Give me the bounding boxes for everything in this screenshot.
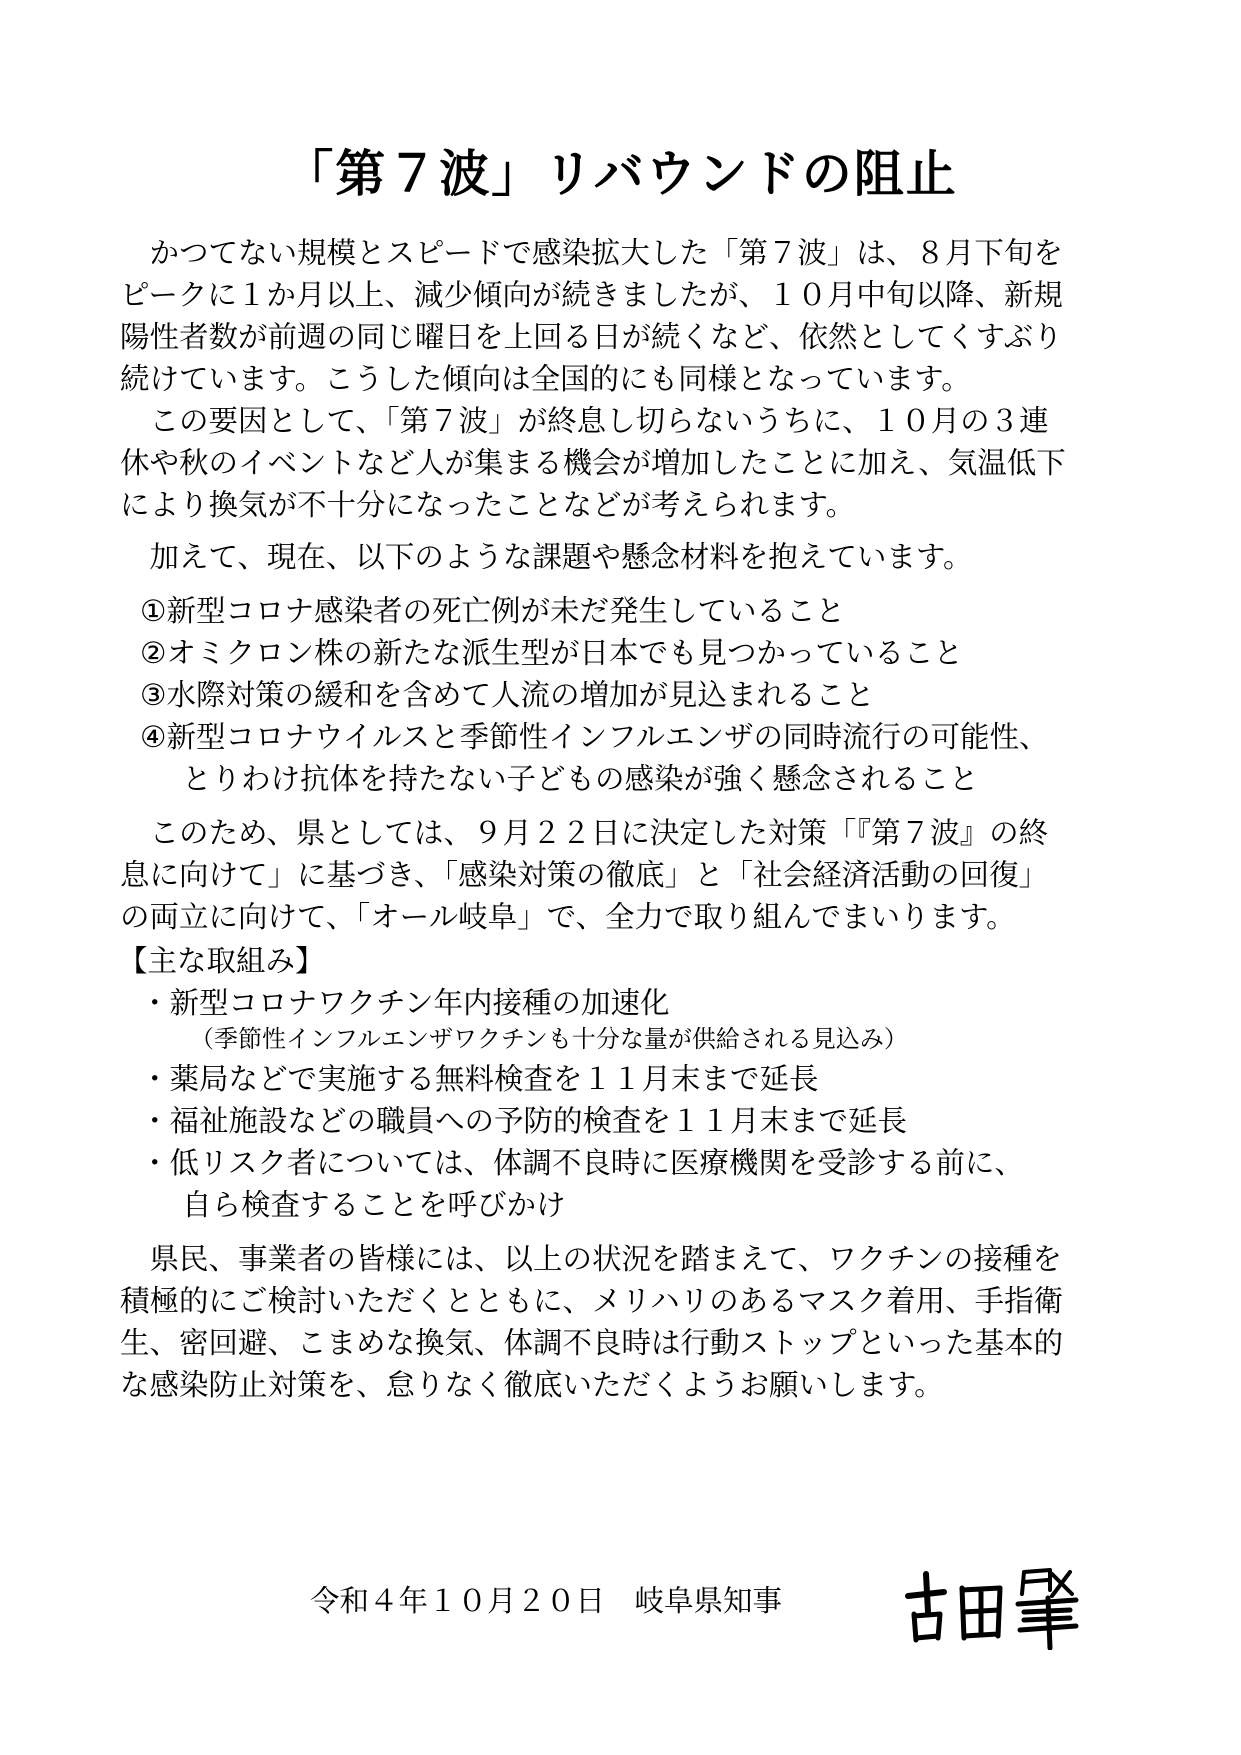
section-heading: 【主な取組み】 bbox=[118, 944, 325, 978]
paragraph-line: 生、密回避、こまめな換気、体調不良時は行動ストップといった基本的 bbox=[120, 1326, 1064, 1360]
action-item-2: ・薬局などで実施する無料検査を１１月末まで延長 bbox=[140, 1062, 819, 1096]
paragraph-line: 県民、事業者の皆様には、以上の状況を踏まえて、ワクチンの接種を bbox=[120, 1242, 1062, 1276]
action-item-3: ・福祉施設などの職員への予防的検査を１１月末まで延長 bbox=[140, 1104, 908, 1138]
paragraph-line: かつてない規模とスピードで感染拡大した「第７波」は、８月下旬を bbox=[120, 236, 1063, 270]
action-item-1: ・新型コロナワクチン年内接種の加速化 bbox=[140, 986, 670, 1020]
paragraph-line: 陽性者数が前週の同じ曜日を上回る日が続くなど、依然としてくすぶり bbox=[120, 320, 1063, 354]
concern-item-4-continued: とりわけ抗体を持たない子どもの感染が強く懸念されること bbox=[182, 762, 979, 796]
paragraph-line: の両立に向けて、「オール岐阜」で、全力で取り組んでまいります。 bbox=[120, 900, 1016, 934]
paragraph-causes bbox=[120, 400, 1130, 526]
page-title: 「第７波」リバウンドの阻止 bbox=[283, 145, 958, 203]
paragraph-line: 続けています。こうした傾向は全国的にも同様となっています。 bbox=[120, 362, 971, 396]
paragraph-policy bbox=[120, 812, 1130, 938]
concern-item-1: ①新型コロナ感染者の死亡例が未だ発生していること bbox=[140, 594, 845, 628]
handwritten-signature bbox=[900, 1560, 1080, 1650]
action-item-1-note: （季節性インフルエンザワクチンも十分な量が供給される見込み） bbox=[190, 1025, 908, 1053]
concern-item-2: ②オミクロン株の新たな派生型が日本でも見つかっていること bbox=[140, 636, 963, 670]
concern-item-4: ④新型コロナウイルスと季節性インフルエンザの同時流行の可能性、 bbox=[140, 720, 1049, 754]
paragraph-line: 加えて、現在、以下のような課題や懸念材料を抱えています。 bbox=[120, 540, 973, 574]
paragraph-line: 息に向けて」に基づき、「感染対策の徹底」と「社会経済活動の回復」 bbox=[120, 858, 1049, 892]
paragraph-situation bbox=[120, 232, 1130, 400]
paragraph-line: ピークに１か月以上、減少傾向が続きましたが、１０月中旬以降、新規 bbox=[120, 278, 1063, 312]
paragraph-line: この要因として、「第７波」が終息し切らないうちに、１０月の３連 bbox=[120, 404, 1049, 438]
paragraph-request bbox=[120, 1238, 1130, 1406]
action-item-4: ・低リスク者については、体調不良時に医療機関を受診する前に、 bbox=[140, 1146, 1024, 1180]
paragraph-line: な感染防止対策を、怠りなく徹底いただくようお願いします。 bbox=[120, 1368, 944, 1402]
paragraph-line: 休や秋のイベントなど人が集まる機会が増加したことに加え、気温低下 bbox=[120, 446, 1066, 480]
paragraph-line: により換気が不十分になったことなどが考えられます。 bbox=[120, 488, 856, 522]
concern-item-3: ③水際対策の緩和を含めて人流の増加が見込まれること bbox=[140, 678, 875, 712]
paragraph-line: 積極的にご検討いただくとともに、メリハリのあるマスク着用、手指衛 bbox=[120, 1284, 1064, 1318]
date-and-signatory: 令和４年１０月２０日 岐阜県知事 bbox=[310, 1584, 783, 1618]
action-item-4-continued: 自ら検査することを呼びかけ bbox=[182, 1188, 566, 1222]
paragraph-line: このため、県としては、９月２２日に決定した対策「『第７波』の終 bbox=[120, 816, 1049, 850]
paragraph-concerns-intro bbox=[120, 536, 1130, 578]
